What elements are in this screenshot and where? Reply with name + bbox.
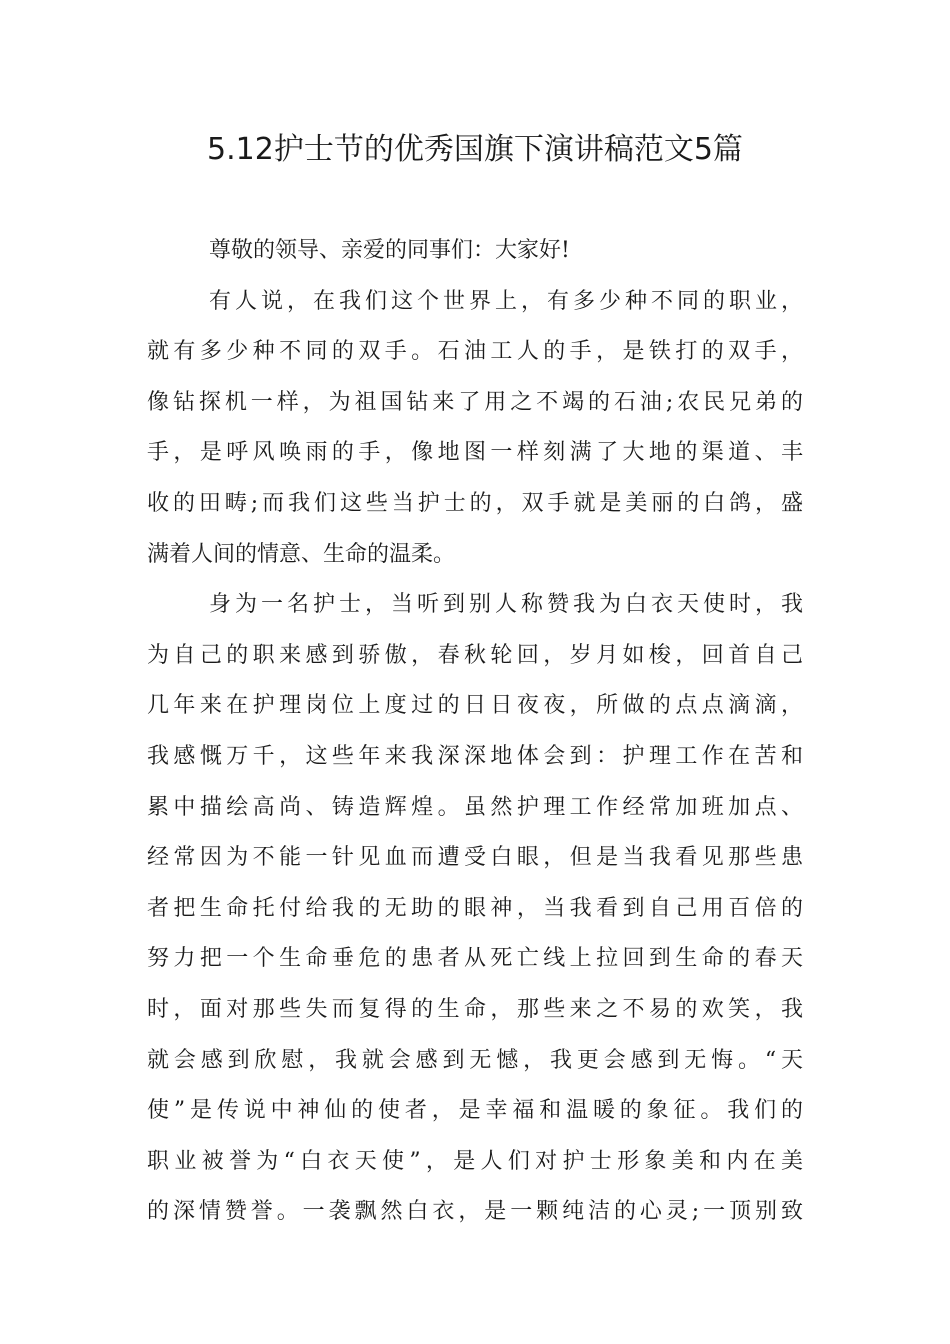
paragraph-line: 几年来在护理岗位上度过的日日夜夜，所做的点点滴滴， [147,693,803,719]
paragraph-line: 努力把一个生命垂危的患者从死亡线上拉回到生命的春天 [147,946,803,972]
document-body [147,226,803,1238]
paragraph-line: 使”是传说中神仙的使者，是幸福和温暖的象征。我们的 [147,1098,803,1124]
paragraph-line: 就会感到欣慰，我就会感到无憾，我更会感到无悔。“天 [147,1047,803,1073]
paragraph-line: 就有多少种不同的双手。石油工人的手，是铁打的双手， [147,339,803,365]
paragraph-line: 累中描绘高尚、铸造辉煌。虽然护理工作经常加班加点、 [147,794,803,820]
paragraph-line: 满着人间的情意、生命的温柔。 [147,541,456,567]
greeting-line: 尊敬的领导、亲爱的同事们：大家好! [209,238,570,263]
paragraph-line: 者把生命托付给我的无助的眼神，当我看到自己用百倍的 [147,895,803,921]
paragraph-line: 职业被誉为“白衣天使”，是人们对护士形象美和内在美 [147,1148,803,1174]
document-title: 5.12护士节的优秀国旗下演讲稿范文5篇 [207,132,743,167]
paragraph-line: 像钻探机一样，为祖国钻来了用之不竭的石油;农民兄弟的 [147,389,803,415]
paragraph-line: 我感慨万千，这些年来我深深地体会到：护理工作在苦和 [147,743,803,769]
paragraph-line: 为自己的职来感到骄傲，春秋轮回，岁月如梭，回首自己 [147,642,803,668]
paragraph-line: 时，面对那些失而复得的生命，那些来之不易的欢笑，我 [147,996,803,1022]
paragraph-line: 身为一名护士，当听到别人称赞我为白衣天使时，我 [209,592,803,618]
paragraph-line: 有人说，在我们这个世界上，有多少种不同的职业， [209,288,803,314]
paragraph-line: 的深情赞誉。一袭飘然白衣，是一颗纯洁的心灵;一顶别致 [147,1199,803,1225]
paragraph-2 [147,580,803,1238]
paragraph-1 [147,277,803,581]
paragraph-line: 收的田畴;而我们这些当护士的，双手就是美丽的白鸽，盛 [147,490,803,516]
paragraph-line: 经常因为不能一针见血而遭受白眼，但是当我看见那些患 [147,845,803,871]
paragraph-line: 手，是呼风唤雨的手，像地图一样刻满了大地的渠道、丰 [147,440,803,466]
